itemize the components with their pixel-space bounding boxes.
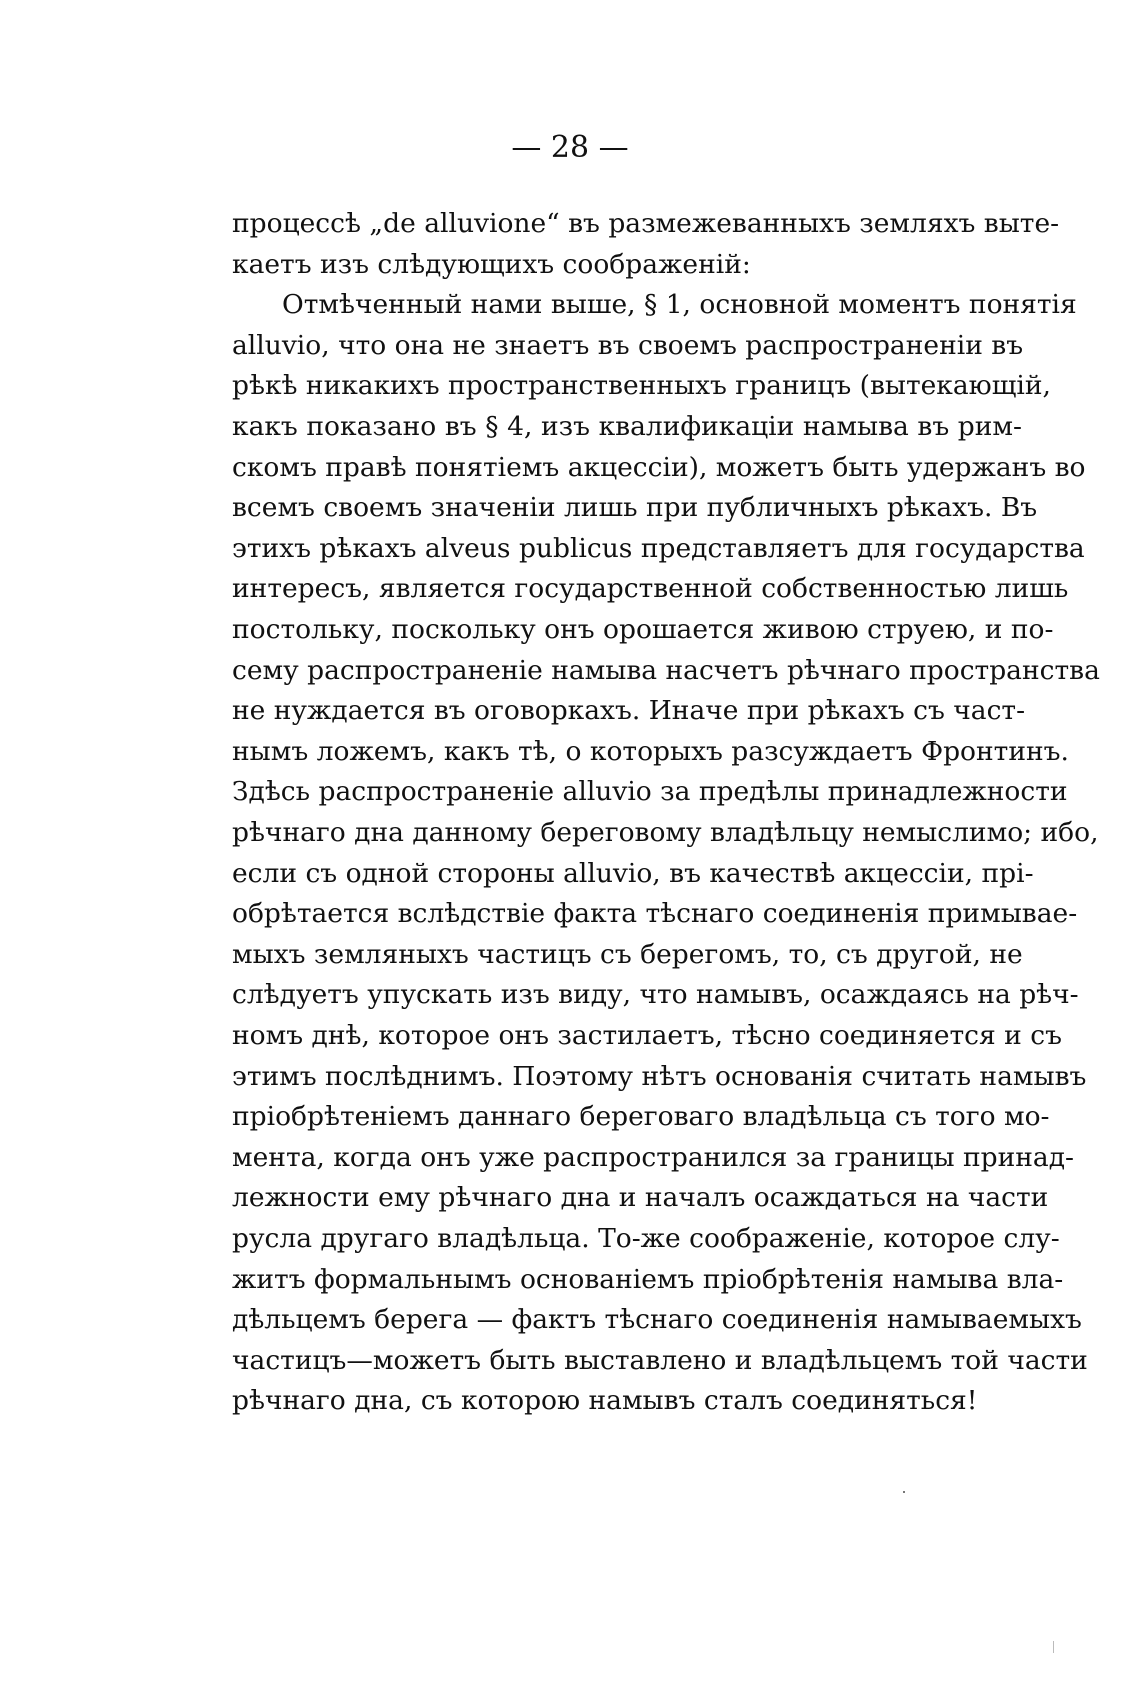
text-line: рѣчнаго дна, съ которою намывъ сталъ соединяться!	[232, 1385, 978, 1417]
text-line: слѣдуетъ упускать изъ виду, что намывъ, осаждаясь на рѣч-	[232, 979, 1079, 1011]
text-line: рѣкѣ никакихъ пространственныхъ границъ (вытекающій,	[232, 370, 1051, 402]
text-line: этимъ послѣднимъ. Поэтому нѣтъ основанія считать намывъ	[232, 1060, 1087, 1092]
text-line: сему распространеніе намыва насчетъ рѣчнаго пространства	[232, 654, 1100, 686]
text-line: пріобрѣтеніемъ даннаго береговаго владѣльца съ того мо-	[232, 1101, 1050, 1133]
text-line: рѣчнаго дна данному береговому владѣльцу немыслимо; ибо,	[232, 817, 1099, 848]
text-line: лежности ему рѣчнаго дна и началъ осаждаться на части	[232, 1182, 1049, 1214]
print-speck	[903, 1491, 905, 1493]
text-line: интересъ, является государственной собственностью лишь	[232, 573, 1069, 605]
text-line: мыхъ земляныхъ частицъ съ берегомъ, то, съ другой, не	[232, 938, 1023, 970]
text-line: постольку, поскольку онъ орошается живою струею, и по-	[232, 614, 1054, 645]
text-line: каетъ изъ слѣдующихъ соображеній:	[232, 248, 751, 280]
text-line: alluvio, что она не знаетъ въ своемъ распространеніи въ	[232, 329, 1024, 361]
text-line: скомъ правѣ понятіемъ акцессіи), можетъ быть удержанъ во	[232, 451, 1086, 483]
text-line: Здѣсь распространеніе alluvio за предѣлы принадлежности	[232, 776, 1068, 808]
text-line: не нуждается въ оговоркахъ. Иначе при рѣкахъ съ част-	[232, 695, 1026, 727]
page-number: — 28 —	[511, 130, 629, 165]
text-line: дѣльцемъ берега — фактъ тѣснаго соединенія намываемыхъ	[232, 1304, 1082, 1336]
text-line: номъ днѣ, которое онъ застилаетъ, тѣсно соединяется и съ	[232, 1020, 1062, 1051]
text-line: мента, когда онъ уже распространился за границы принад-	[232, 1141, 1074, 1173]
text-line: обрѣтается вслѣдствіе факта тѣснаго соединенія примываe-	[232, 898, 1078, 930]
print-speck	[1053, 1641, 1054, 1653]
text-line: всемъ своемъ значеніи лишь при публичныхъ рѣкахъ. Въ	[232, 492, 1038, 524]
text-line: если съ одной стороны alluvio, въ качествѣ акцессіи, прі-	[232, 857, 1034, 889]
text-line: русла другаго владѣльца. То-же соображеніе, которое слу-	[232, 1223, 1060, 1254]
text-line: частицъ—можетъ быть выставлено и владѣльцемъ той части	[232, 1344, 1088, 1376]
text-line: этихъ рѣкахъ alveus publicus представляетъ для государства	[232, 532, 1085, 564]
text-line: какъ показано въ § 4, изъ квалификаціи намыва въ рим-	[232, 411, 1022, 442]
text-line: нымъ ложемъ, какъ тѣ, о которыхъ разсуждаетъ Фронтинъ.	[232, 735, 1069, 767]
text-line: процессѣ „de alluvione“ въ размежеванныхъ земляхъ выте-	[232, 208, 1060, 239]
text-line: Отмѣченный нами выше, § 1, основной моментъ понятія	[282, 289, 1077, 321]
text-line: житъ формальнымъ основаніемъ пріобрѣтенія намыва вла-	[232, 1263, 1064, 1295]
